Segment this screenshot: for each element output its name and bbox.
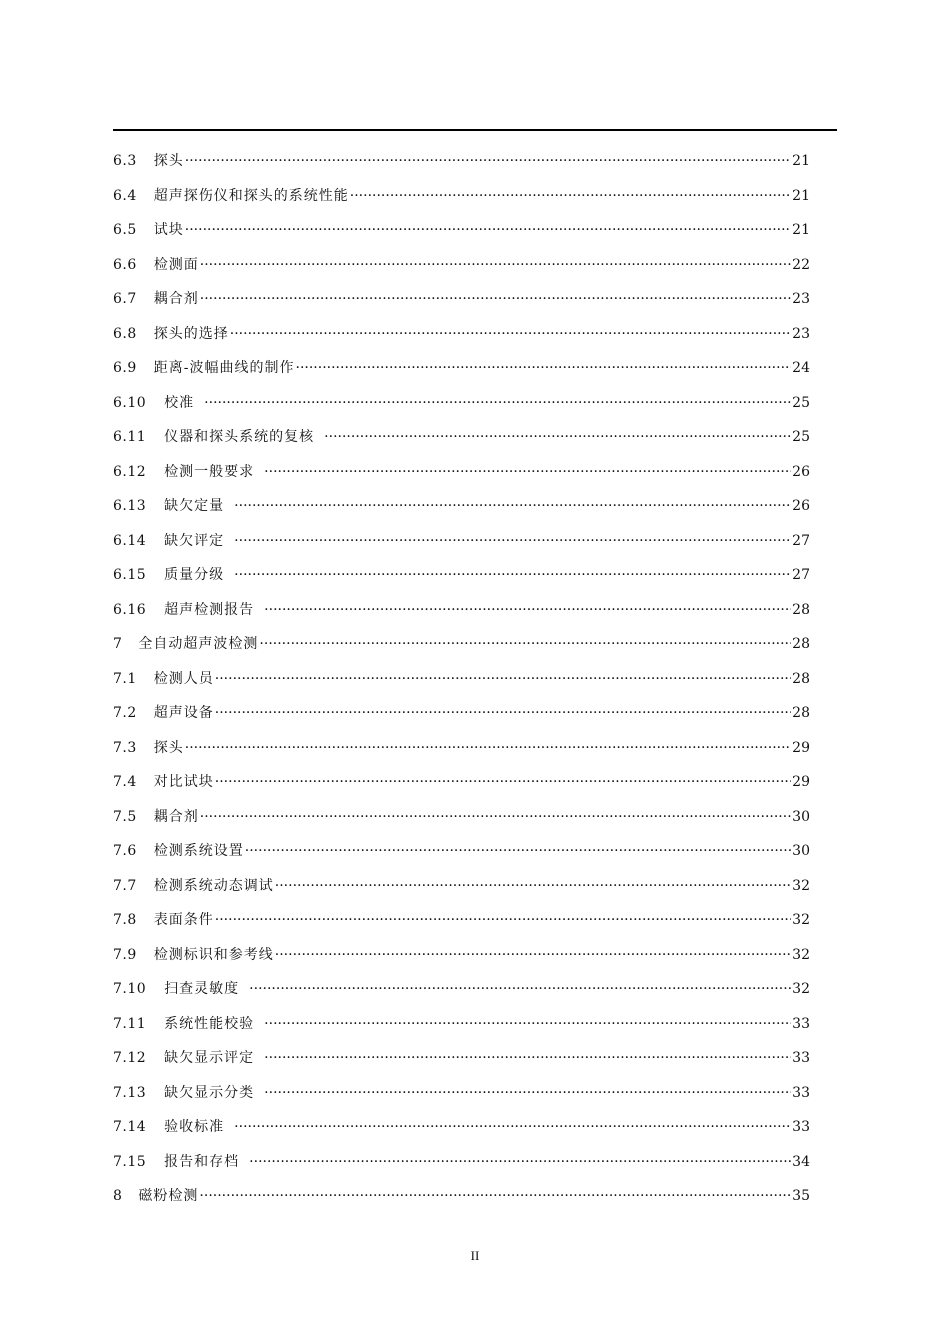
toc-section-title: 耦合剂: [153, 291, 199, 307]
toc-entry[interactable]: [113, 351, 810, 386]
toc-dot-leader: [185, 213, 791, 248]
table-of-contents: [113, 144, 810, 1214]
toc-dot-leader: [200, 282, 791, 317]
toc-entry[interactable]: [113, 455, 810, 490]
toc-page-number: 21: [792, 222, 810, 238]
toc-section-title: 超声检测报告: [164, 601, 255, 618]
toc-section-title: 校准: [164, 394, 195, 411]
toc-section-title: 全自动超声波检测: [138, 636, 259, 652]
toc-dot-leader: [234, 524, 791, 559]
toc-section-title: 检测人员: [153, 670, 214, 687]
toc-section-number: 6.4: [113, 187, 137, 204]
toc-dot-leader: [264, 593, 791, 628]
toc-entry[interactable]: [113, 972, 810, 1007]
toc-entry[interactable]: [113, 524, 810, 559]
toc-section-title: 磁粉检测: [138, 1188, 199, 1204]
toc-page-number: 25: [792, 429, 810, 445]
toc-page-number: 28: [792, 705, 810, 721]
toc-page-number: 32: [792, 877, 810, 894]
toc-section-title: 表面条件: [153, 912, 214, 928]
toc-entry[interactable]: [113, 282, 810, 317]
toc-dot-leader: [249, 1145, 791, 1180]
toc-page-number: 34: [792, 1153, 810, 1170]
toc-entry[interactable]: [113, 1179, 810, 1214]
toc-section-number: 6.14: [113, 532, 147, 549]
toc-dot-leader: [259, 627, 791, 662]
toc-section-number: 7.8: [113, 912, 137, 928]
toc-page-number: 27: [792, 567, 810, 583]
toc-entry[interactable]: [113, 1110, 810, 1145]
toc-section-title: 探头: [153, 153, 184, 169]
toc-page-number: 28: [792, 636, 810, 652]
toc-section-number: 6.3: [113, 153, 137, 169]
toc-section-number: 6.8: [113, 325, 137, 342]
toc-dot-leader: [185, 731, 791, 766]
toc-dot-leader: [234, 1110, 791, 1145]
toc-section-title: 检测系统动态调试: [153, 877, 274, 894]
toc-section-number: 6.11: [113, 429, 147, 445]
toc-section-title: 试块: [153, 222, 184, 238]
toc-page-number: 33: [792, 1015, 810, 1032]
toc-section-title: 缺欠显示评定: [164, 1050, 255, 1066]
toc-section-number: 7.14: [113, 1119, 147, 1135]
toc-section-title: 缺欠显示分类: [164, 1084, 255, 1101]
toc-entry[interactable]: [113, 800, 810, 835]
toc-section-number: 7.7: [113, 877, 137, 894]
toc-page-number: 23: [792, 325, 810, 342]
toc-section-number: 6.16: [113, 601, 147, 618]
toc-page-number: 30: [792, 808, 810, 825]
toc-section-title: 质量分级: [164, 567, 225, 583]
toc-dot-leader: [215, 765, 791, 800]
toc-entry[interactable]: [113, 317, 810, 352]
toc-page-number: 28: [792, 601, 810, 618]
toc-dot-leader: [215, 662, 791, 697]
toc-section-number: 7.3: [113, 739, 137, 756]
toc-section-number: 6.5: [113, 222, 137, 238]
toc-section-title: 检测标识和参考线: [153, 946, 274, 963]
toc-section-number: 7: [113, 636, 123, 652]
toc-dot-leader: [350, 179, 791, 214]
toc-section-title: 报告和存档: [164, 1153, 240, 1170]
toc-section-title: 超声设备: [153, 705, 214, 721]
toc-entry[interactable]: [113, 248, 810, 283]
toc-section-number: 7.12: [113, 1050, 147, 1066]
toc-dot-leader: [275, 869, 791, 904]
toc-dot-leader: [200, 248, 791, 283]
toc-section-number: 6.12: [113, 463, 147, 480]
toc-section-number: 6.10: [113, 394, 147, 411]
toc-dot-leader: [204, 386, 791, 421]
page-number: II: [470, 1248, 480, 1263]
toc-page-number: 33: [792, 1050, 810, 1066]
toc-dot-leader: [264, 1041, 791, 1076]
toc-dot-leader: [249, 972, 791, 1007]
toc-dot-leader: [264, 1007, 791, 1042]
toc-section-title: 距离-波幅曲线的制作: [153, 360, 295, 376]
toc-section-number: 7.13: [113, 1084, 147, 1101]
toc-section-number: 7.10: [113, 981, 147, 997]
toc-section-number: 6.13: [113, 498, 147, 514]
toc-page-number: 23: [792, 291, 810, 307]
toc-page-number: 30: [792, 843, 810, 859]
toc-section-number: 7.15: [113, 1153, 147, 1170]
toc-section-title: 缺欠定量: [164, 498, 225, 514]
toc-section-title: 扫查灵敏度: [164, 981, 240, 997]
toc-entry[interactable]: [113, 903, 810, 938]
toc-entry[interactable]: [113, 696, 810, 731]
toc-section-title: 探头: [153, 739, 184, 756]
toc-section-title: 探头的选择: [153, 325, 229, 342]
toc-section-number: 7.9: [113, 946, 137, 963]
toc-entry[interactable]: [113, 627, 810, 662]
toc-section-number: 7.5: [113, 808, 137, 825]
toc-page-number: 32: [792, 946, 810, 963]
toc-entry[interactable]: [113, 1145, 810, 1180]
toc-entry[interactable]: [113, 593, 810, 628]
toc-section-title: 缺欠评定: [164, 532, 225, 549]
toc-section-title: 超声探伤仪和探头的系统性能: [153, 187, 349, 204]
toc-section-number: 6.9: [113, 360, 137, 376]
toc-entry[interactable]: [113, 662, 810, 697]
toc-dot-leader: [200, 800, 791, 835]
toc-page-number: 27: [792, 532, 810, 549]
toc-page-number: 35: [792, 1188, 810, 1204]
toc-section-number: 7.4: [113, 774, 137, 790]
toc-section-number: 6.6: [113, 256, 137, 273]
toc-section-number: 7.11: [113, 1015, 147, 1032]
toc-section-title: 对比试块: [153, 774, 214, 790]
toc-entry[interactable]: [113, 179, 810, 214]
toc-section-title: 仪器和探头系统的复核: [164, 429, 315, 445]
toc-dot-leader: [234, 558, 791, 593]
toc-entry[interactable]: [113, 420, 810, 455]
toc-page-number: 33: [792, 1119, 810, 1135]
toc-page-number: 33: [792, 1084, 810, 1101]
toc-dot-leader: [199, 1179, 791, 1214]
toc-dot-leader: [264, 1076, 791, 1111]
toc-section-title: 验收标准: [164, 1119, 225, 1135]
toc-entry[interactable]: [113, 765, 810, 800]
toc-dot-leader: [296, 351, 792, 386]
toc-page-number: 29: [792, 739, 810, 756]
toc-section-title: 系统性能校验: [164, 1015, 255, 1032]
toc-section-number: 7.2: [113, 705, 137, 721]
toc-entry[interactable]: [113, 834, 810, 869]
toc-dot-leader: [324, 420, 791, 455]
toc-page-number: 26: [792, 463, 810, 480]
toc-entry[interactable]: [113, 1076, 810, 1111]
toc-entry[interactable]: [113, 489, 810, 524]
toc-page-number: 24: [792, 360, 810, 376]
toc-page-number: 26: [792, 498, 810, 514]
toc-section-number: 6.15: [113, 567, 147, 583]
toc-entry[interactable]: [113, 938, 810, 973]
toc-dot-leader: [245, 834, 791, 869]
toc-entry[interactable]: [113, 1007, 810, 1042]
toc-dot-leader: [185, 144, 791, 179]
toc-entry[interactable]: [113, 731, 810, 766]
toc-section-title: 检测一般要求: [164, 463, 255, 480]
toc-section-title: 检测系统设置: [153, 843, 244, 859]
toc-entry[interactable]: [113, 386, 810, 421]
toc-section-number: 8: [113, 1188, 123, 1204]
toc-entry[interactable]: [113, 558, 810, 593]
toc-dot-leader: [215, 903, 791, 938]
toc-page-number: 32: [792, 981, 810, 997]
toc-page-number: 29: [792, 774, 810, 790]
toc-page-number: 22: [792, 256, 810, 273]
toc-section-number: 6.7: [113, 291, 137, 307]
toc-section-title: 耦合剂: [153, 808, 199, 825]
toc-section-number: 7.6: [113, 843, 137, 859]
toc-page-number: 28: [792, 670, 810, 687]
toc-entry[interactable]: [113, 869, 810, 904]
toc-page-number: 32: [792, 912, 810, 928]
toc-entry[interactable]: [113, 1041, 810, 1076]
toc-entry[interactable]: [113, 213, 810, 248]
toc-dot-leader: [234, 489, 791, 524]
toc-dot-leader: [215, 696, 791, 731]
toc-page-number: 21: [792, 153, 810, 169]
toc-dot-leader: [264, 455, 791, 490]
toc-dot-leader: [275, 938, 791, 973]
toc-page-number: 21: [792, 187, 810, 204]
toc-page-number: 25: [792, 394, 810, 411]
toc-section-number: 7.1: [113, 670, 137, 687]
toc-entry[interactable]: [113, 144, 810, 179]
toc-section-title: 检测面: [153, 256, 199, 273]
header-rule: [113, 129, 837, 131]
toc-dot-leader: [230, 317, 791, 352]
